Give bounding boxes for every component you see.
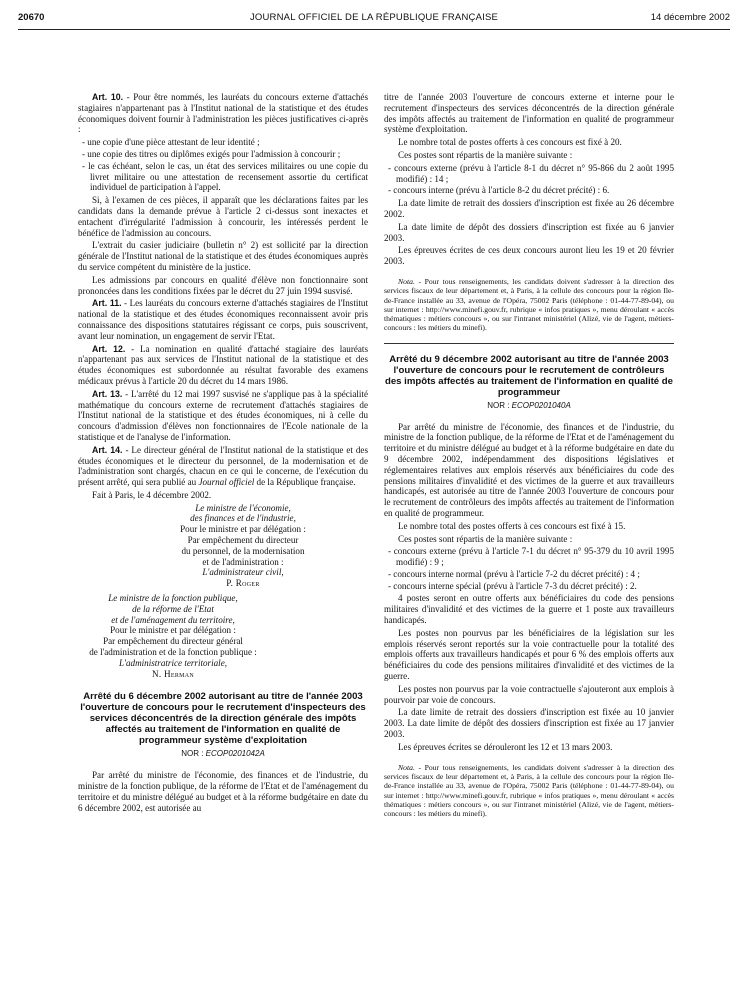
- article-12: Art. 12. - La nomination en qualité d'attaché stagiaire des lauréats n'appartenant pas aux services de l'Institut national de la statistique et des études économiques est subordonnée au résultat favorable des examens médicaux prévus à l'article 20 du décret du 14 mars 1986.: [78, 343, 368, 386]
- paragraph: 4 postes seront en outre offerts aux bénéficiaires du code des pensions militaires d'invalidité et des victimes de la guerre et 1 poste aux travailleurs handicapés.: [384, 593, 674, 626]
- article-10: Art. 10. - Pour être nommés, les lauréats du concours externe d'attachés stagiaires n'appartenant pas à l'Institut national de la statistique et des études économiques doivent fournir à l'administration les pièces justificatives ci-après :: [78, 92, 369, 135]
- paragraph: Le nombre total de postes offerts à ces concours est fixé à 20.: [398, 137, 622, 148]
- list-item: - concours interne normal (prévu à l'article 7-2 du décret précité) : 4 ;: [388, 568, 640, 579]
- signature-block-fonction-publique: Le ministre de la fonction publique, de la réforme de l'Etat et de l'aménagement du territoire, Pour le ministre et par délégation : Par empêchement du directeur général de l'administration et de la fonction publique : L'administratrice territoriale, N. Herman: [78, 593, 268, 679]
- signature-date: Fait à Paris, le 4 décembre 2002.: [92, 489, 212, 500]
- issue-date: 14 décembre 2002: [650, 12, 730, 23]
- signatory-name: P. Roger: [226, 578, 260, 589]
- list-item: - une copie des titres ou diplômes exigés pour l'admission à concourir ;: [82, 148, 341, 159]
- nota: Nota. - Pour tous renseignements, les candidats doivent s'adresser à la direction des services fiscaux de leur département et, à Paris, à la cellule des concours pour la région Ile-de-France installée au 33, avenue de l'Opéra, 75002 Paris (téléphone : 01-44-77-89-04), ou sur internet : http://www.minefi.gouv.fr, rubrique « infos pratiques », menu déroulant « accès thématiques : métiers concours », ou sur l'intranet ministériel (Alizé, vie de l'agent, métiers-concours : les métiers du minefi).: [384, 276, 674, 333]
- nor-reference: NOR : ECOP0201042A: [181, 749, 265, 759]
- nor-reference: NOR : ECOP0201040A: [487, 400, 571, 410]
- paragraph: Ces postes sont répartis de la manière suivante :: [398, 149, 573, 160]
- decree-title: Arrêté du 6 décembre 2002 autorisant au titre de l'année 2003 l'ouverture de concours pour le recrutement d'inspecteurs des services déconcentrés de la direction générale des impôts affectés au traitement de l'information en qualité de programmeur système d'exploitation: [80, 691, 366, 747]
- postes-list: [384, 546, 674, 591]
- paragraph: Les épreuves écrites de ces deux concours auront lieu les 19 et 20 février 2003.: [384, 245, 674, 267]
- paragraph: La date limite de retrait des dossiers d'inscription est fixée au 10 janvier 2003. La date limite de dépôt des dossiers d'inscription est fixée au 17 janvier 2003.: [384, 707, 674, 740]
- header-rule: [18, 29, 730, 30]
- list-item: - concours interne (prévu à l'article 8-2 du décret précité) : 6.: [388, 185, 610, 196]
- paragraph: Les postes non pourvus par les bénéficiaires de la législation sur les emplois réservés seront reportés sur la voie contractuelle pour la totalité des emplois offerts aux travailleurs handicapés et pour 6 % des emplois offerts aux bénéficiaires du code des pensions militaires d'invalidité et des victimes de la guerre.: [384, 627, 674, 682]
- postes-list: [384, 163, 674, 196]
- paragraph: titre de l'année 2003 l'ouverture de concours externe et interne pour le recrutement d'inspecteurs des services déconcentrés de la direction générale des impôts affectés au traitement de l'information en qualité de programmeur système d'exploitation.: [384, 92, 674, 135]
- section-divider: [384, 343, 674, 344]
- list-item: - concours interne spécial (prévu à l'article 7-3 du décret précité) : 2.: [388, 580, 637, 591]
- decree-title: Arrêté du 9 décembre 2002 autorisant au titre de l'année 2003 l'ouverture de concours pour le recrutement de contrôleurs des impôts affectés au traitement de l'information en qualité de programmeur: [384, 353, 674, 398]
- page-number: 20670: [18, 12, 45, 23]
- article-14: Art. 14. - Le directeur général de l'Institut national de la statistique et des études économiques et le directeur du personnel, de la modernisation et de l'administration sont chargés, chacun en ce qui le concerne, de l'exécution du présent arrêté, qui sera publié au Journal officiel de la République française.: [78, 444, 368, 488]
- signatory-name: N. Herman: [151, 668, 195, 679]
- right-column: [384, 92, 674, 828]
- nota: Nota. - Pour tous renseignements, les candidats doivent s'adresser à la direction des services fiscaux de leur département et, à Paris, à la cellule des concours pour la région Ile-de-France installée au 33, avenue de l'Opéra, 75002 Paris (téléphone : 01-44-77-89-04), ou sur internet : http://www.minefi.gouv.fr, rubrique « infos pratiques », menu déroulant « accès thématiques : métiers concours », ou sur l'intranet ministériel (Alizé, vie de l'agent, métiers-concours : les métiers du minefi).: [384, 762, 674, 819]
- list-item: - une copie d'une pièce attestant de leur identité ;: [82, 137, 260, 148]
- list-item: - concours externe (prévu à l'article 7-1 du décret n° 95-379 du 10 avril 1995 modifié) : 9 ;: [388, 546, 674, 568]
- article-13: Art. 13. - L'arrêté du 12 mai 1997 susvisé ne s'applique pas à la spécialité mathématique du concours externe de recrutement d'attachés stagiaires de l'Institut national de la statistique et des études économiques, ni à celle du concours d'admission d'élèves non fonctionnaires de l'Ecole nationale de la statistique et de l'analyse de l'information.: [78, 388, 368, 442]
- page-header: [18, 12, 730, 28]
- list-item: - le cas échéant, selon le cas, un état des services militaires ou une copie du livret militaire ou une attestation de recensement assortie du certificat individuel de participation à l'appel.: [82, 160, 368, 193]
- paragraph: La date limite de dépôt des dossiers d'inscription est fixée au 6 janvier 2003.: [384, 221, 674, 243]
- article-11: Art. 11. - Les lauréats du concours externe d'attachés stagiaires de l'Institut national de la statistique et des études économiques reconnaissent avoir pris connaissance des dispositions statutaires régissant ce corps, puis souscrivent, avant leur nomination, un engagement de servir l'Etat.: [78, 298, 368, 341]
- journal-title: JOURNAL OFFICIEL DE LA RÉPUBLIQUE FRANÇAISE: [249, 12, 499, 23]
- article-10-list: [78, 137, 368, 193]
- signature-block-economie: Le ministre de l'économie, des finances et de l'industrie, Pour le ministre et par délégation : Par empêchement du directeur du personnel, de la modernisation et de l'administration : L'administrateur civil, P. Roger: [128, 503, 358, 589]
- paragraph: Les admissions par concours en qualité d'élève non fonctionnaire sont prononcées dans les conditions fixées par le décret du 27 juin 1994 susvisé.: [78, 274, 368, 296]
- paragraph: Si, à l'examen de ces pièces, il apparaît que les déclarations faites par les candidats dans la demande prévue à l'article 2 ci-dessus sont inexactes et entachent d'irrégularité l'admission à concourir, les intéressés perdent le bénéfice de l'admission au concours.: [78, 195, 368, 238]
- list-item: - concours externe (prévu à l'article 8-1 du décret n° 95-866 du 2 août 1995 modifié) : 14 ;: [388, 162, 674, 184]
- left-column: [78, 92, 368, 815]
- paragraph: Ces postes sont répartis de la manière suivante :: [398, 533, 573, 544]
- paragraph: L'extrait du casier judiciaire (bulletin n° 2) est sollicité par la direction générale de l'Institut national de la statistique et des études économiques auprès du service compétent du ministère de la justice.: [78, 240, 368, 272]
- paragraph: Par arrêté du ministre de l'économie, des finances et de l'industrie, du ministre de la fonction publique, de la réforme de l'Etat et de l'aménagement du territoire et du ministre délégué au budget et à la réforme budgétaire en date du 6 décembre 2002, est autorisée au: [78, 770, 368, 813]
- paragraph: Les épreuves écrites se dérouleront les 12 et 13 mars 2003.: [398, 741, 613, 752]
- paragraph: Par arrêté du ministre de l'économie, des finances et de l'industrie, du ministre de la fonction publique, de la réforme de l'Etat et de l'aménagement du territoire et du ministre délégué au budget et à la réforme budgétaire en date du 9 décembre 2002, indépendamment des dispositions législatives et réglementaires relatives aux emplois réservés aux bénéficiaires du code des pensions militaires d'invalidité et des victimes de la guerre et aux travailleurs handicapés, est autorisée au titre de l'année 2003 l'ouverture de concours pour le recrutement de contrôleurs des impôts affectés au traitement de l'information en qualité de programmeur.: [384, 421, 674, 518]
- paragraph: Le nombre total des postes offerts à ces concours est fixé à 15.: [398, 520, 626, 531]
- paragraph: Les postes non pourvus par la voie contractuelle s'ajouteront aux emplois à pourvoir par voie de concours.: [384, 683, 674, 705]
- paragraph: La date limite de retrait des dossiers d'inscription est fixée au 26 décembre 2002.: [384, 198, 674, 219]
